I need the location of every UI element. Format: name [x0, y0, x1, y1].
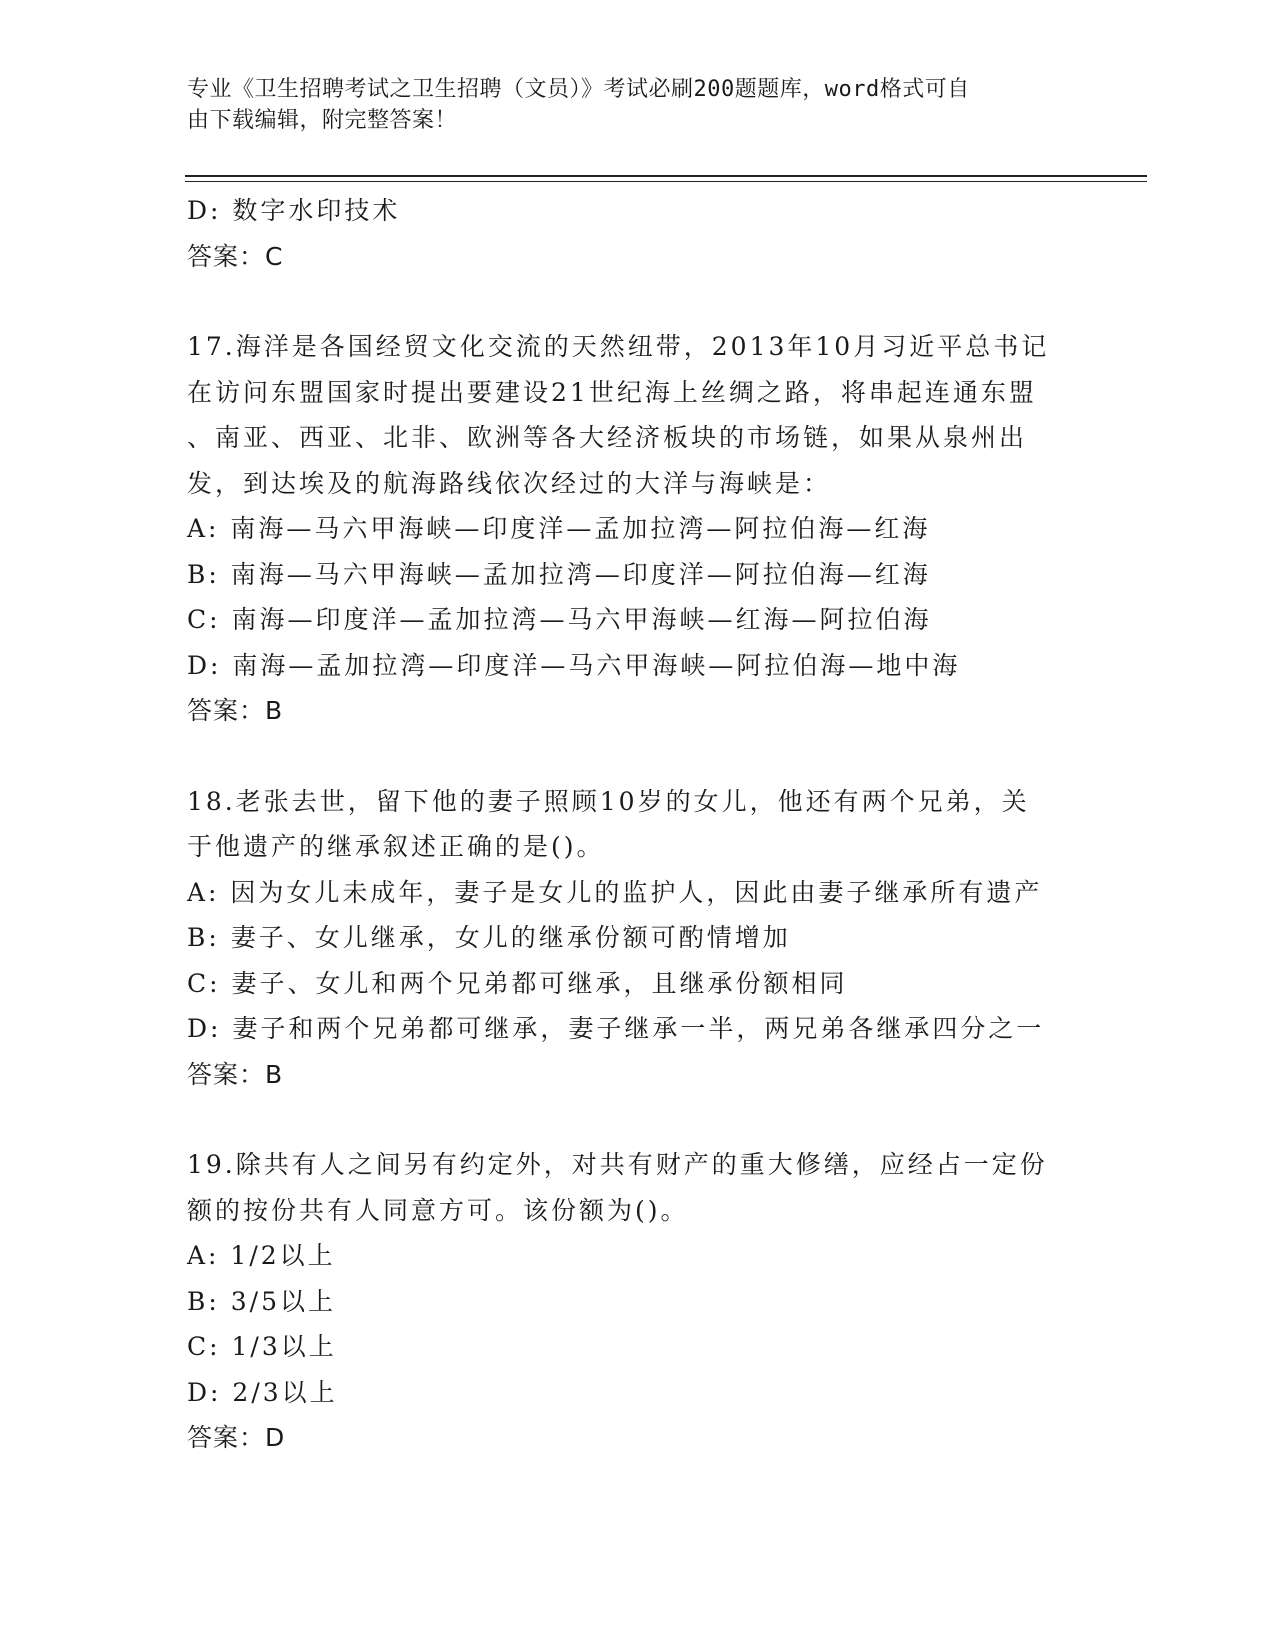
option-a: A: 1/2以上	[187, 1241, 336, 1270]
answer: 答案：D	[187, 1423, 286, 1452]
option-c: C: 南海—印度洋—孟加拉湾—马六甲海峡—红海—阿拉伯海	[187, 605, 932, 634]
answer: 答案：B	[187, 696, 284, 725]
question-text-line: 18.老张去世，留下他的妻子照顾10岁的女儿，他还有两个兄弟，关	[187, 786, 1030, 816]
spacer	[187, 279, 1067, 324]
option-c: C: 1/3以上	[187, 1332, 337, 1361]
header-divider-thin	[185, 181, 1147, 182]
option-a: A: 南海—马六甲海峡—印度洋—孟加拉湾—阿拉伯海—红海	[187, 514, 931, 543]
carryover-option-d: D: 数字水印技术	[187, 196, 401, 225]
option-d: D: 2/3以上	[187, 1377, 338, 1407]
question-19	[187, 1142, 1067, 1461]
question-17	[187, 324, 1067, 734]
header-line-2: 由下载编辑，附完整答案！	[187, 108, 458, 133]
document-body	[187, 188, 1067, 1461]
spacer	[187, 1097, 1067, 1142]
answer: 答案：B	[187, 1059, 284, 1089]
header-divider	[185, 175, 1147, 177]
carryover-answer: 答案：C	[187, 241, 284, 271]
question-18	[187, 779, 1067, 1098]
header-line-1: 专业《卫生招聘考试之卫生招聘（文员）》考试必刷200题题库，word格式可自	[187, 77, 970, 102]
question-text-line: 额的按份共有人同意方可。该份额为()。	[187, 1195, 689, 1225]
question-text-line: 、南亚、西亚、北非、欧洲等各大经济板块的市场链，如果从泉州出	[187, 423, 1028, 452]
question-text-line: 19.除共有人之间另有约定外，对共有财产的重大修缮，应经占一定份	[187, 1150, 1048, 1179]
option-c: C: 妻子、女儿和两个兄弟都可继承，且继承份额相同	[187, 968, 848, 998]
question-text-line: 17.海洋是各国经贸文化交流的天然纽带，2013年10月习近平总书记	[187, 332, 1050, 361]
option-b: B: 南海—马六甲海峡—孟加拉湾—印度洋—阿拉伯海—红海	[187, 559, 931, 589]
option-b: B: 妻子、女儿继承，女儿的继承份额可酌情增加	[187, 923, 791, 952]
spacer	[187, 734, 1067, 779]
document-header	[187, 74, 1057, 136]
option-d: D: 南海—孟加拉湾—印度洋—马六甲海峡—阿拉伯海—地中海	[187, 650, 961, 680]
option-b: B: 3/5以上	[187, 1286, 336, 1316]
option-d: D: 妻子和两个兄弟都可继承，妻子继承一半，两兄弟各继承四分之一	[187, 1014, 1045, 1043]
question-text-line: 于他遗产的继承叙述正确的是()。	[187, 832, 605, 861]
question-text-line: 发，到达埃及的航海路线依次经过的大洋与海峡是：	[187, 468, 832, 498]
option-a: A: 因为女儿未成年，妻子是女儿的监护人，因此由妻子继承所有遗产	[187, 877, 1043, 907]
question-text-line: 在访问东盟国家时提出要建设21世纪海上丝绸之路，将串起连通东盟	[187, 377, 1037, 407]
